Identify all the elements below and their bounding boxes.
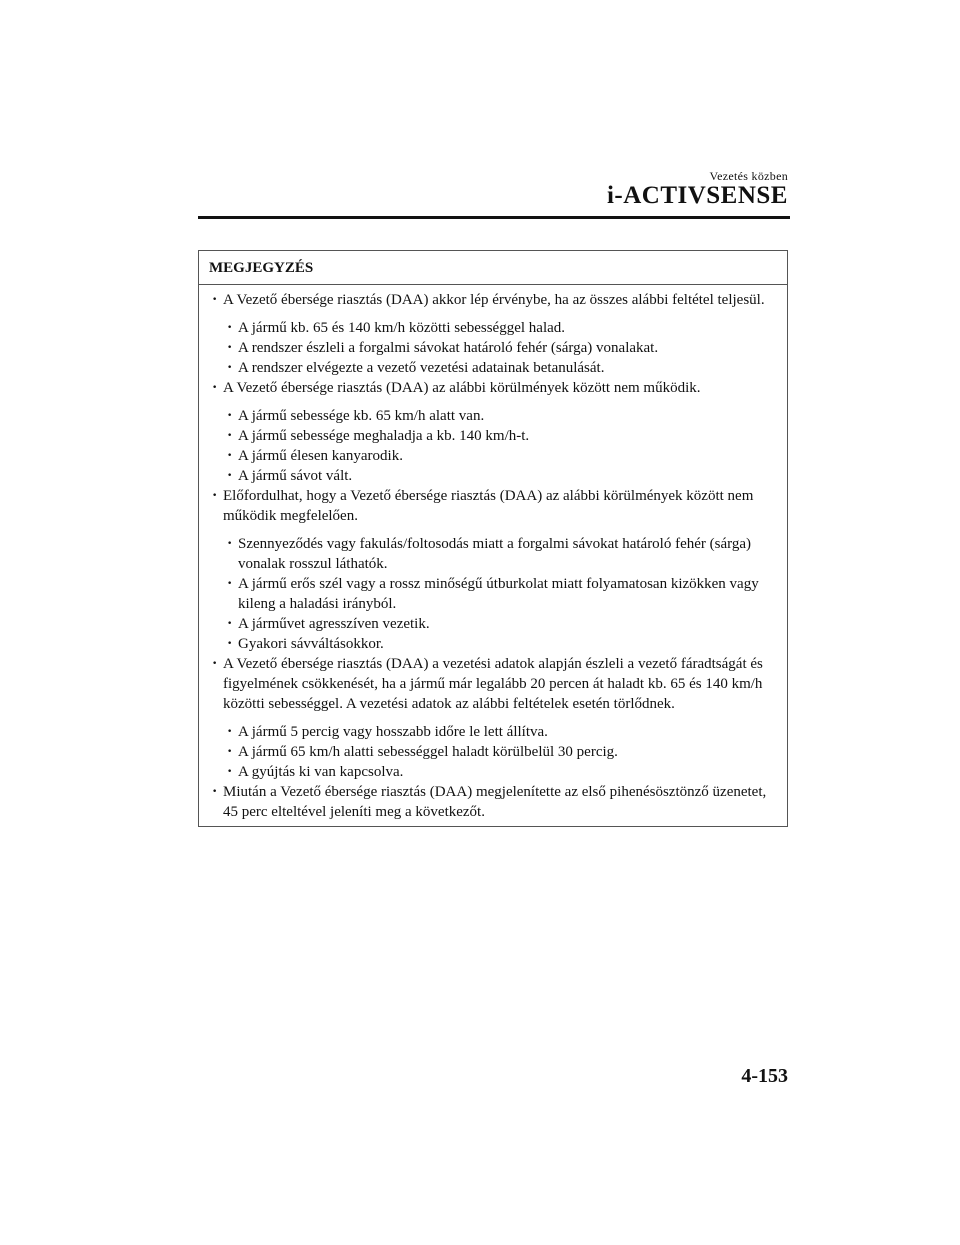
note-subitem: · A jármű erős szél vagy a rossz minőségű útburkolat miatt folyamatosan kizökken vagy kileng a haladási irányból. <box>238 574 775 614</box>
note-subitem: · A jármű kb. 65 és 140 km/h közötti sebességgel halad. <box>238 318 775 338</box>
note-sublist <box>199 406 775 486</box>
note-subitem: · A jármű sávot vált. <box>238 466 775 486</box>
note-box <box>198 250 788 827</box>
section-label: Vezetés közben <box>709 169 788 183</box>
note-heading: MEGJEGYZÉS <box>199 251 787 285</box>
note-subitem: · A jármű sebessége kb. 65 km/h alatt van. <box>238 406 775 426</box>
note-subitem: · A jármű sebessége meghaladja a kb. 140 km/h-t. <box>238 426 775 446</box>
note-sublist <box>199 534 775 654</box>
note-sublist <box>199 318 775 378</box>
note-subitem: · A jármű 5 percig vagy hosszabb időre le lett állítva. <box>238 722 775 742</box>
note-item: · Miután a Vezető ébersége riasztás (DAA) megjelenítette az első pihenésösztönző üzenetet, 45 perc elteltével jeleníti meg a következőt. <box>223 782 775 822</box>
note-item: · Előfordulhat, hogy a Vezető ébersége riasztás (DAA) az alábbi körülmények között nem működik megfelelően. <box>223 486 775 526</box>
header-divider <box>198 216 790 219</box>
note-subitem: · A gyújtás ki van kapcsolva. <box>238 762 775 782</box>
note-subitem: · A jármű élesen kanyarodik. <box>238 446 775 466</box>
note-item: · A Vezető ébersége riasztás (DAA) a vezetési adatok alapján észleli a vezető fáradtságát és figyelmének csökkenését, ha a jármű már legalább 20 percen át haladt kb. 65 és 140 km/h közötti sebességgel. A vezetési adatok az alábbi feltételek esetén törlődnek. <box>223 654 775 714</box>
page-number: 4-153 <box>741 1065 788 1087</box>
note-subitem: · A rendszer elvégezte a vezető vezetési adatainak betanulását. <box>238 358 775 378</box>
page-title: i-ACTIVSENSE <box>606 182 788 209</box>
note-subitem: · Szennyeződés vagy fakulás/foltosodás miatt a forgalmi sávokat határoló fehér (sárga) vonalak rosszul láthatók. <box>238 534 775 574</box>
note-subitem: · A jármű 65 km/h alatti sebességgel haladt körülbelül 30 percig. <box>238 742 775 762</box>
note-item: · A Vezető ébersége riasztás (DAA) akkor lép érvénybe, ha az összes alábbi feltétel teljesül. <box>223 290 775 310</box>
note-subitem: · A járművet agresszíven vezetik. <box>238 614 775 634</box>
note-body <box>199 285 787 826</box>
note-subitem: · A rendszer észleli a forgalmi sávokat határoló fehér (sárga) vonalakat. <box>238 338 775 358</box>
note-sublist <box>199 722 775 782</box>
note-item: · A Vezető ébersége riasztás (DAA) az alábbi körülmények között nem működik. <box>223 378 775 398</box>
note-subitem: · Gyakori sávváltásokkor. <box>238 634 775 654</box>
